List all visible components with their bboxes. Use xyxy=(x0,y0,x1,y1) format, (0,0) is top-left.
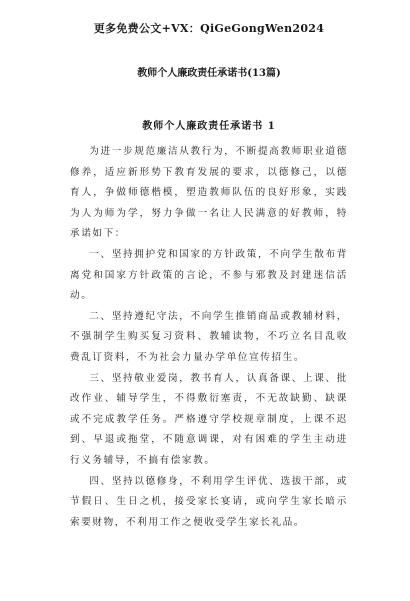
section-title: 教师个人廉政责任承诺书 1 xyxy=(142,121,276,132)
document-title: 教师个人廉政责任承诺书(13篇) xyxy=(137,68,281,79)
paragraph-3: 三、坚持敬业爱岗，教书育人，认真备课、上课、批改作业、辅导学生，不得敷衍塞责，不无故缺勤、缺课或不完成教学任务。严格遵守学校规章制度，上课不迟到、早退或拖堂，不随意调课，对有困难的学生主动进行义务辅导，不搞有偿家教。 xyxy=(70,372,348,466)
paragraph-1: 一、坚持拥护党和国家的方针政策，不向学生散布背离党和国家方针政策的言论，不参与邪教及封建迷信活动。 xyxy=(70,248,348,302)
paragraph-4: 四、坚持以德修身，不利用学生评优、选拔干部，或节假日、生日之机，接受家长宴请，或向学生家长暗示索要财物，不利用工作之便收受学生家长礼品。 xyxy=(70,475,348,528)
paragraph-2: 二、坚持遵纪守法，不向学生推销商品或教辅材料，不强制学生购买复习资料、教辅读物，不巧立名目乱收费乱订资料，不为社会力量办学单位宣传招生。 xyxy=(70,310,348,363)
paragraph-intro: 为进一步规范廉洁从教行为，不断提高教师职业道德修养，适应新形势下教育发展的要求，以德修己，以德育人，争做师德楷模，塑造教师队伍的良好形象，实践为人为师为学，努力争做一名让人民满意的好教师，特承诺如下： xyxy=(70,146,348,240)
promo-header: 更多免费公文+VX：QiGeGongWen2024 xyxy=(93,22,325,35)
document-page xyxy=(0,21,410,601)
document-body xyxy=(70,142,348,533)
